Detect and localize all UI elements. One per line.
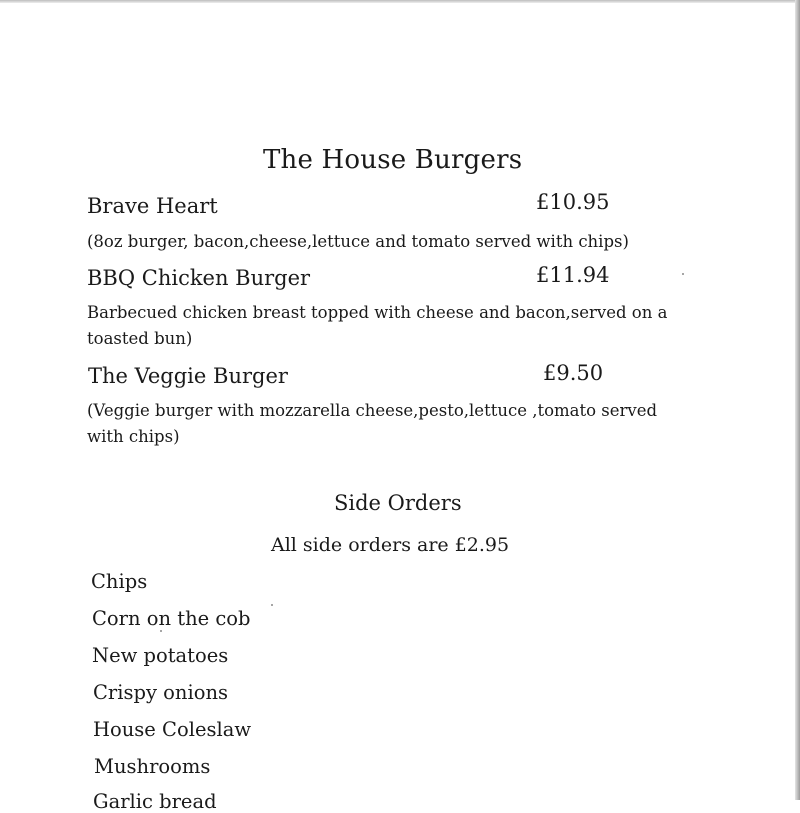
side-item-mushrooms: Mushrooms bbox=[94, 755, 211, 778]
side-item-cut-off-text: Garlic bread bbox=[93, 790, 217, 813]
burger-description-brave-heart: (8oz burger, bacon,cheese,lettuce and tomato served with chips) bbox=[87, 232, 629, 251]
scan-speck bbox=[682, 273, 684, 275]
burger-name-brave-heart: Brave Heart bbox=[87, 194, 218, 218]
side-item-chips: Chips bbox=[91, 570, 148, 593]
scan-speck bbox=[160, 630, 162, 632]
burger-name-veggie: The Veggie Burger bbox=[88, 364, 288, 388]
sides-section-title: Side Orders bbox=[334, 491, 462, 515]
burger-price-brave-heart: £10.95 bbox=[536, 190, 610, 214]
scan-right-edge bbox=[795, 0, 800, 800]
burger-description-veggie: (Veggie burger with mozzarella cheese,pesto,lettuce ,tomato served with chips) bbox=[87, 401, 658, 446]
side-item-crispy-onions: Crispy onions bbox=[93, 681, 229, 704]
side-item-house-coleslaw: House Coleslaw bbox=[93, 718, 252, 741]
side-item-cut-off bbox=[93, 788, 233, 813]
burgers-section-title: The House Burgers bbox=[263, 145, 523, 175]
burger-name-bbq-chicken: BBQ Chicken Burger bbox=[87, 266, 311, 290]
scan-speck bbox=[271, 604, 273, 606]
side-item-new-potatoes: New potatoes bbox=[92, 644, 229, 667]
burger-description-bbq-chicken: Barbecued chicken breast topped with cheese and bacon,served on a toasted bun) bbox=[87, 303, 668, 348]
scan-top-edge bbox=[0, 0, 800, 3]
burger-price-bbq-chicken: £11.94 bbox=[536, 263, 610, 287]
burger-price-veggie: £9.50 bbox=[543, 361, 604, 385]
sides-price-note: All side orders are £2.95 bbox=[271, 534, 510, 556]
side-item-corn-on-the-cob: Corn on the cob bbox=[92, 607, 251, 630]
